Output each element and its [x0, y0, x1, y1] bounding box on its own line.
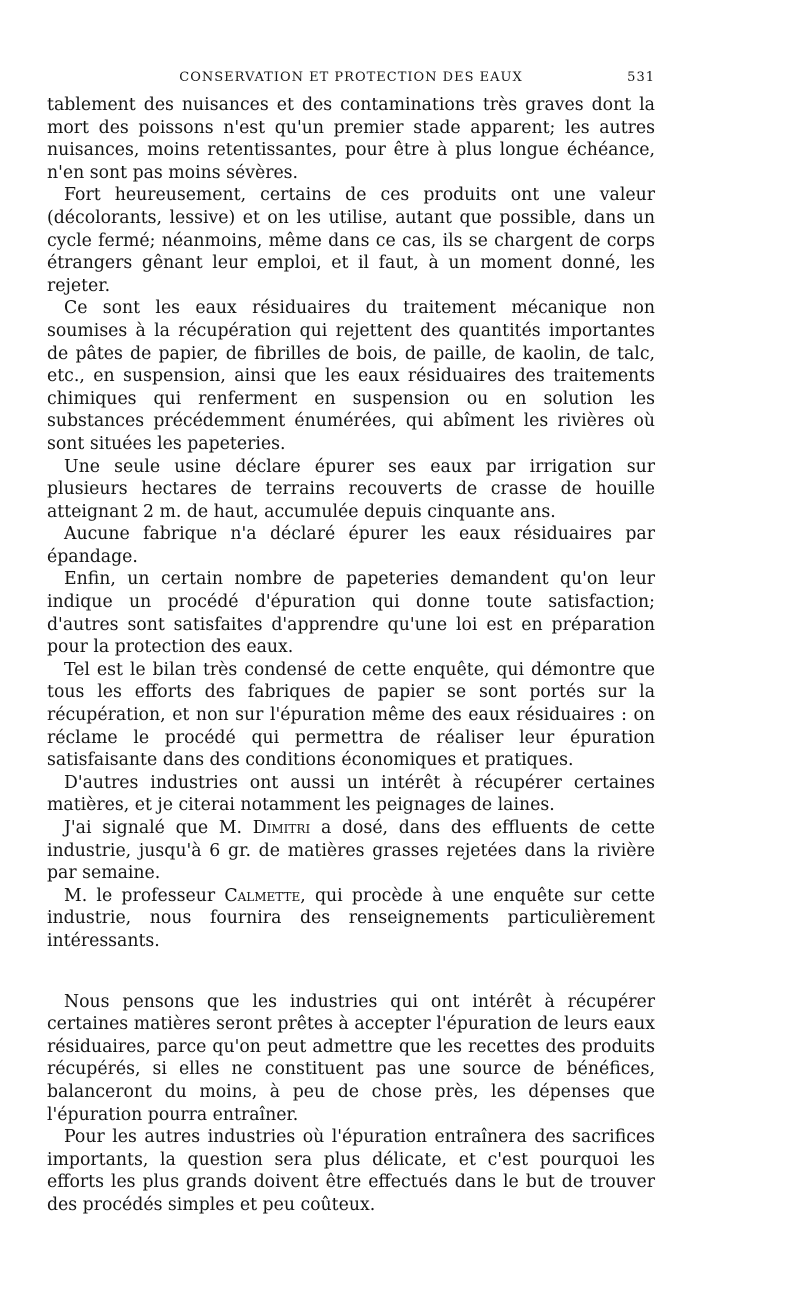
text-run: a dosé, dans des effluents de cette industrie, jusqu'à 6 gr. de matières grasses rejetées dans la rivière par semaine.	[47, 818, 655, 884]
paragraph: Fort heureusement, certains de ces produits ont une valeur (décolorants, lessive) et on les utilise, autant que possible, dans un cycle fermé; néanmoins, même dans ce cas, ils se chargent de corps étrangers gênant leur emploi, et il faut, à un moment donné, les rejeter.	[47, 185, 655, 296]
paragraph-calmette	[47, 885, 655, 953]
paragraph: D'autres industries ont aussi un intérêt à récupérer certaines matières, et je citerai notamment les peignages de laines.	[47, 772, 655, 816]
paragraph-dimitri	[47, 817, 655, 885]
author-name-calmette: Calmette	[224, 885, 301, 906]
running-title: CONSERVATION ET PROTECTION DES EAUX	[179, 70, 523, 85]
text-run: , qui procède à une enquête sur cette industrie, nous fournira des renseignements particulièrement intéressants.	[47, 885, 655, 951]
text-run: J'ai signalé que M.	[64, 818, 253, 838]
text-run: M. le professeur	[64, 885, 225, 906]
paragraph: Pour les autres industries où l'épuration entraînera des sacrifices importants, la question sera plus délicate, et c'est pourquoi les efforts les plus grands doivent être effectués dans le but de trouver des procédés simples et peu coûteux.	[47, 1127, 655, 1215]
running-header	[47, 70, 655, 94]
body-text-section-2	[47, 991, 655, 1217]
paragraph: Nous pensons que les industries qui ont intérêt à récupérer certaines matières seront prêtes à accepter l'épuration de leurs eaux résiduaires, parce qu'on peut admettre que les recettes des produits récupérés, si elles ne constituent pas une source de bénéfices, balanceront du moins, à peu de chose près, les dépenses que l'épuration pourra entraîner.	[47, 991, 655, 1125]
section-gap	[47, 953, 655, 991]
paragraph: tablement des nuisances et des contaminations très graves dont la mort des poissons n'est qu'un premier stade apparent; les autres nuisances, moins retentissantes, pour être à plus longue échéance, n'en sont pas moins sévères.	[47, 95, 655, 183]
author-name-dimitri: Dimitri	[252, 818, 311, 838]
paragraph: Ce sont les eaux résiduaires du traitement mécanique non soumises à la récupération qui rejettent des quantités importantes de pâtes de papier, de fibrilles de bois, de paille, de kaolin, de talc, etc., en suspension, ainsi que les eaux résiduaires des traitements chimiques qui renferment en suspension ou en solution les substances précédemment énumérées, qui abîment les rivières où sont situées les papeteries.	[47, 298, 655, 454]
paragraph: Tel est le bilan très condensé de cette enquête, qui démontre que tous les efforts des fabriques de papier se sont portés sur la récupération, et non sur l'épuration même des eaux résiduaires : on réclame le procédé qui permettra de réaliser leur épuration satisfaisante dans des conditions économiques et pratiques.	[47, 659, 655, 771]
paragraph: Aucune fabrique n'a déclaré épurer les eaux résiduaires par épandage.	[47, 524, 655, 567]
paragraph: Enfin, un certain nombre de papeteries demandent qu'on leur indique un procédé d'épuration qui donne toute satisfaction; d'autres sont satisfaites d'apprendre qu'une loi est en préparation pour la protection des eaux.	[47, 569, 655, 658]
book-page	[47, 70, 655, 1217]
paragraph: Une seule usine déclare épurer ses eaux par irrigation sur plusieurs hectares de terrains recouverts de crasse de houille atteignant 2 m. de haut, accumulée depuis cinquante ans.	[47, 456, 655, 522]
body-text-section-1	[47, 94, 655, 953]
page-number: 531	[627, 70, 655, 85]
